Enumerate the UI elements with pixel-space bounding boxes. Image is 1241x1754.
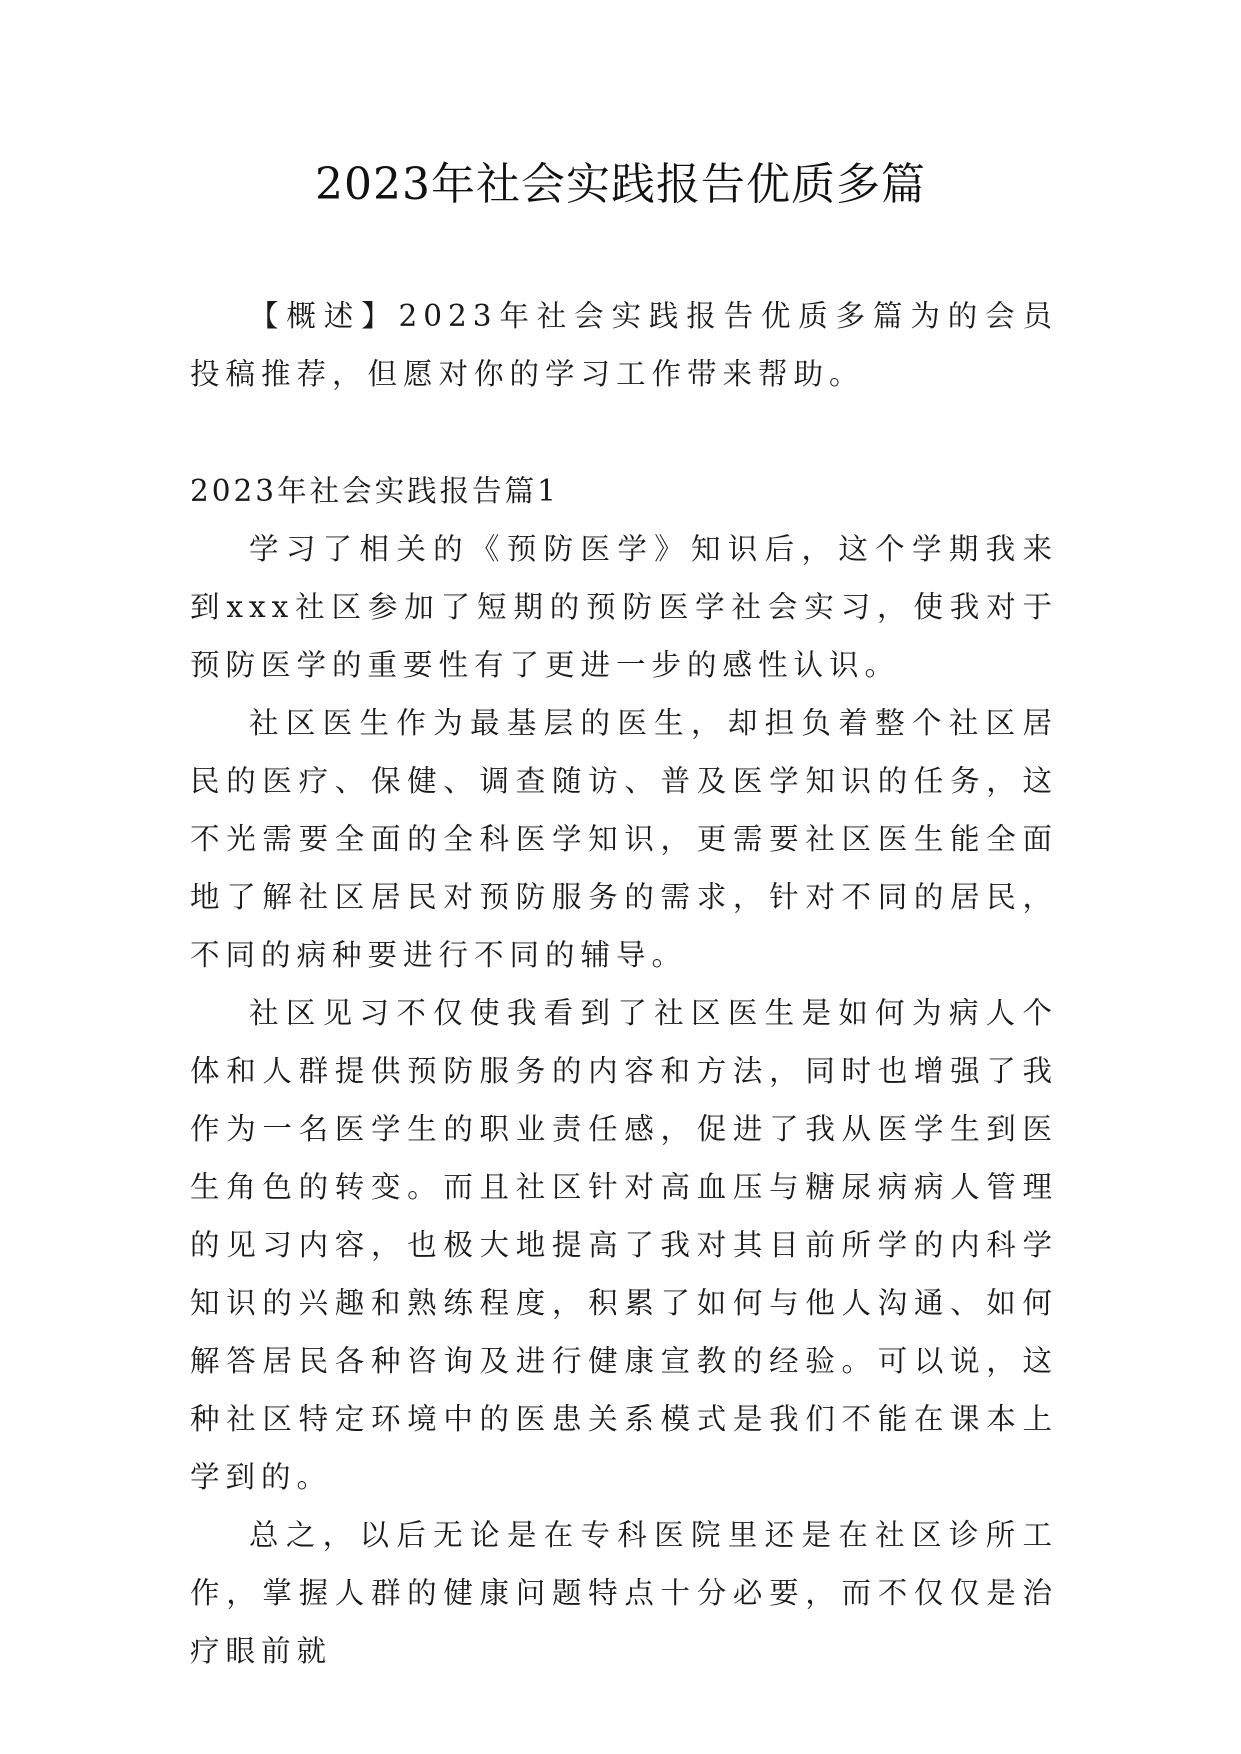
document-summary <box>190 287 1058 403</box>
body-paragraph-2: 社区医生作为最基层的医生，却担负着整个社区居民的医疗、保健、调查随访、普及医学知识的任务，这不光需要全面的全科医学知识，更需要社区医生能全面地了解社区居民对预防服务的需求，针对不同的居民，不同的病种要进行不同的辅导。 <box>190 706 1058 972</box>
summary-paragraph: 【概述】2023年社会实践报告优质多篇为的会员投稿推荐，但愿对你的学习工作带来帮助。 <box>190 299 1058 391</box>
body-paragraph-1: 学习了相关的《预防医学》知识后，这个学期我来到xxx社区参加了短期的预防医学社会实习，使我对于预防医学的重要性有了更进一步的感性认识。 <box>190 532 1058 682</box>
document-title: 2023年社会实践报告优质多篇 <box>315 159 926 210</box>
body-paragraph-3: 社区见习不仅使我看到了社区医生是如何为病人个体和人群提供预防服务的内容和方法，同时也增强了我作为一名医学生的职业责任感，促进了我从医学生到医生角色的转变。而且社区针对高血压与糖尿病病人管理的见习内容，也极大地提高了我对其目前所学的内科学知识的兴趣和熟练程度，积累了如何与他人沟通、如何解答居民各种咨询及进行健康宣教的经验。可以说，这种社区特定环境中的医患关系模式是我们不能在课本上学到的。 <box>190 996 1058 1494</box>
section-heading: 2023年社会实践报告篇1 <box>190 474 559 508</box>
body-paragraph-4: 总之，以后无论是在专科医院里还是在社区诊所工作，掌握人群的健康问题特点十分必要，而不仅仅是治疗眼前就 <box>190 1518 1058 1668</box>
section-body <box>190 520 1058 1680</box>
